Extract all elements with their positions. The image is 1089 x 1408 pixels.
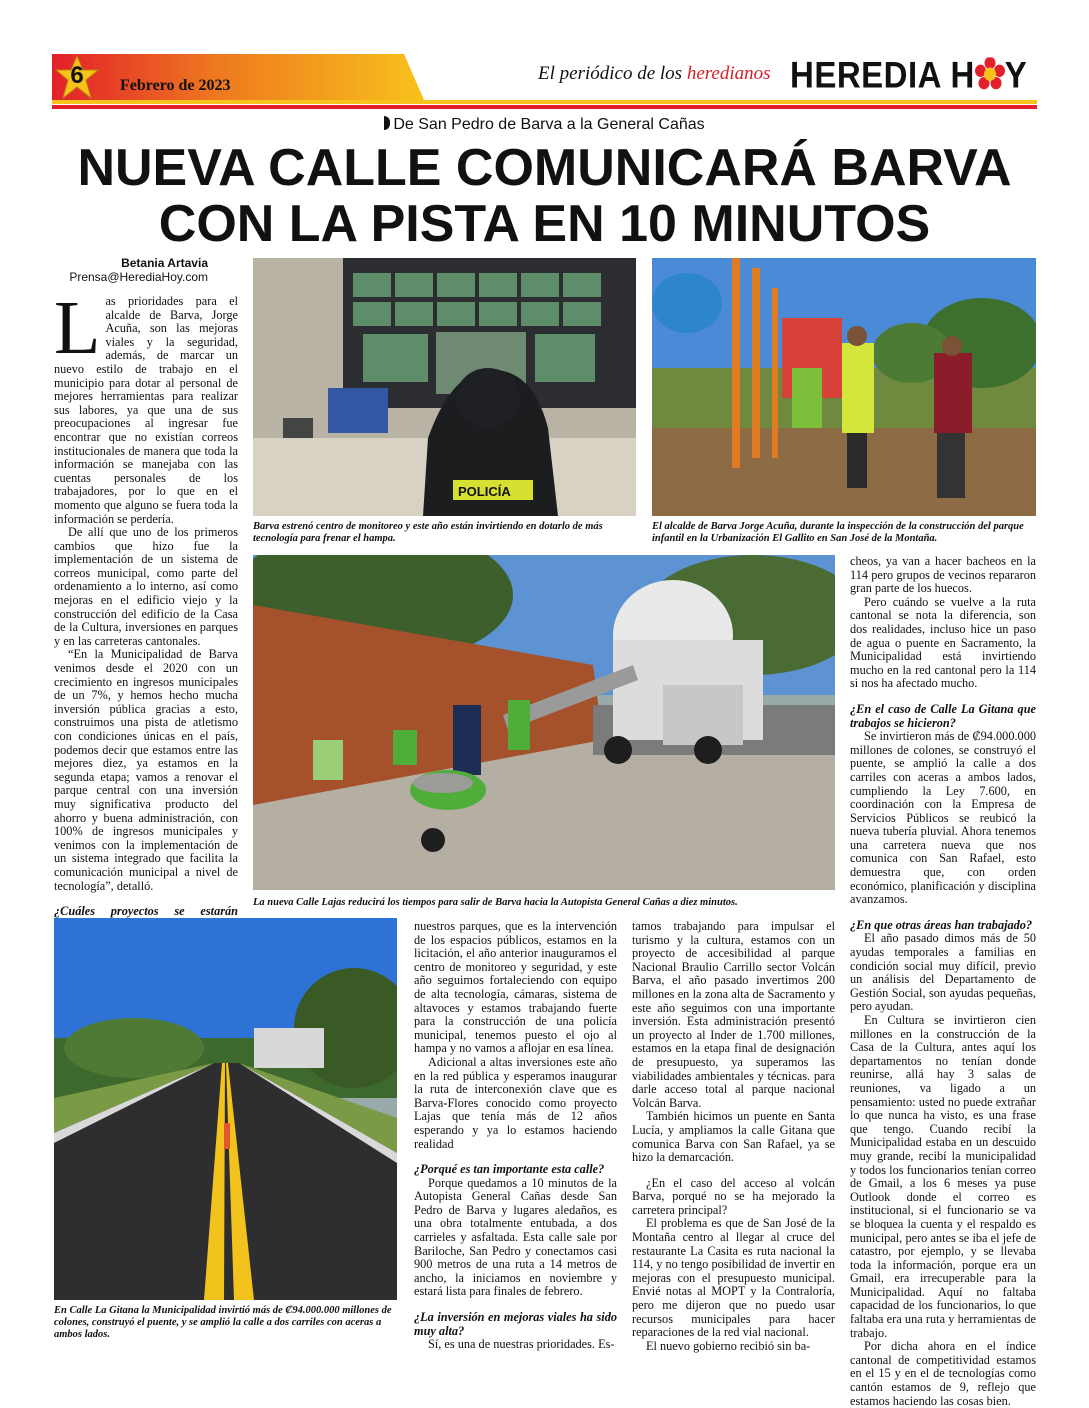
brand-main: HEREDIA H	[790, 54, 975, 96]
brand-end: Y	[1004, 54, 1028, 96]
paragraph: Adicional a altas inversiones este año en la red pública y esperamos inaugurar la ruta de interconexión clave que es Barva-Flores conocido como proyecto Lajas que tenía más de 12 años esperando y ya lo estamos haciendo realidad	[414, 1054, 617, 1151]
brand-logo	[790, 54, 1027, 97]
headline	[0, 140, 1089, 252]
photo-monitoring-center	[253, 258, 636, 516]
paragraph: De allí que uno de los primeros cambios que hizo fue la implementación de un sistema de correos municipal, como parte del ordenamiento a lo interno, así como mejoras en el edificio viejo y la construcción del edificio de la Casa de la Cultura, inversiones en parques y en las carreteras cantonales.	[54, 525, 238, 648]
caption-calle-lajas: La nueva Calle Lajas reducirá los tiempos para salir de Barva hacia la Autopista General Cañas a diez minutos.	[253, 897, 738, 908]
body-column-right	[850, 555, 1036, 1408]
paragraph: Porque quedamos a 10 minutos de la Autopista General Cañas desde San Pedro de Barva y lugares aledaños, es una obra totalmente entubada, a dos carrieles y asfaltada. Esta calle sale por Bariloche, San Pedro y conectamos casi 900 metros de una ruta a 14 metros de ancho, la iniciamos en noviembre y estará lista para finales de febrero.	[414, 1175, 617, 1299]
kicker	[0, 116, 1089, 134]
photo-calle-la-gitana	[54, 918, 397, 1300]
author-email: Prensa@HerediaHoy.com	[69, 270, 208, 284]
drop-cap: L	[54, 286, 101, 370]
photo-calle-lajas	[253, 555, 835, 890]
caption-park-inspection: El alcalde de Barva Jorge Acuña, durante la inspección de la construcción del parque infantil en la Urbanización El Gallito en San José de la Montaña.	[652, 521, 1024, 544]
page-number: 6	[70, 62, 84, 89]
interview-question: ¿En que otras áreas han trabajado?	[850, 917, 1033, 932]
body-column-1	[54, 286, 238, 987]
paragraph: ¿En el caso del acceso al volcán Barva, porqué no se ha mejorado la carretera principal?	[632, 1175, 835, 1217]
paragraph: Se invirtieron más de ₡94.000.000 millones de colones, se construyó el puente, se amplió la calle a dos carriles con aceras a ambos lados, cumpliendo la Ley 7.600, en coordinación con la Empresa de Servicios Públicos se reubicó la nueva tubería pluvial. Ahora tenemos una carretera nueva que nos comunica con San Rafael, esto demuestra que, con orden económico, planificación y disciplina avanzamos.	[850, 729, 1036, 907]
paragraph: El nuevo gobierno recibió sin ba-	[646, 1338, 811, 1353]
brand-flower-icon	[975, 58, 1005, 89]
interview-question: ¿Cuáles proyectos se estarán	[54, 904, 238, 919]
paragraph: “En la Municipalidad de Barva venimos desde el 2020 con un crecimiento en ingresos municipales de un 7%, y hemos hecho mucha inversión pública gracias a esto, construimos una pista de atletismo con condiciones únicas en el país, podemos decir que estamos entre las mejores diez, ya estamos en la segunda etapa; vamos a renovar el parque central con una inversión muy significativa producto del ahorro y buena administración, con 100% de ingresos municipales y venimos con la implementación de un sistema integrado que facilita la comunicación municipal a nivel de tecnología”, detalló.	[54, 647, 238, 893]
author-name: Betania Artavia	[121, 256, 208, 270]
photo-police-badge: POLICÍA	[458, 484, 511, 499]
paragraph: Por dicha ahora en el índice cantonal de competitividad estamos en el 15 y en el de tecnologías como cantón estamos de 9, reflejo que estamos haciendo las cosas bien.	[850, 1339, 1036, 1408]
paragraph: Sí, es una de nuestras prioridades. Es-	[428, 1337, 615, 1352]
paragraph: cheos, ya van a hacer bacheos en la 114 pero grupos de vecinos repararon gran parte de los huecos.	[850, 554, 1036, 596]
byline	[60, 256, 208, 284]
paragraph: tamos trabajando para impulsar el turismo y la cultura, estamos con un proyecto de accesibilidad al parque Nacional Braulio Carrillo sector Volcán Barva, el año pasado invertimos 200 millones en la zona alta de Sacramento y este año seguimos con una importante inversión. Esta administración presentó un proyecto al Inder de 1.700 millones, estamos en la etapa final de designación de presupuesto, ya superamos las viabilidades ambientales y técnicas. para darle acceso total al parque nacional Volcán Barva.	[632, 919, 835, 1110]
caption-calle-la-gitana: En Calle La Gitana la Municipalidad invirtió más de ₡94.000.000 millones de colones, construyó el puente, y se amplió la calle a dos carriles con aceras a ambos lados.	[54, 1305, 392, 1340]
page-header	[0, 0, 1089, 112]
paragraph: as prioridades para el alcalde de Barva, Jorge Acuña, son las mejoras viales y la seguridad, además, de marcar un nuevo estilo de trabajo en el municipio para dotar al personal de mejores herramientas para realizar sus labores, ya que una de sus preocupaciones al ingresar fue encontrar que no existían correos institucionales de manera que toda la información se manejaba con las cuentas personales de los trabajadores, por lo que en el momento que alguno se fuera toda la información se perdería.	[54, 294, 238, 526]
interview-question: ¿La inversión en mejoras viales ha sido muy alta?	[414, 1310, 617, 1338]
headline-line-2: CON LA PISTA EN 10 MINUTOS	[158, 195, 931, 253]
photo-park-inspection	[652, 258, 1036, 516]
tagline-emphasis: heredianos	[686, 63, 771, 84]
tagline	[538, 63, 771, 85]
paragraph: El problema es que de San José de la Montaña centro al llegar al cruce del restaurante La Casita es ruta nacional la 114, y no tengo posibilidad de invertir en mejoras con el presupuesto municipal. Envié notas al MOPT y la Contraloría, pero me dijeron que no puedo usar recursos municipales para hacer reparaciones de la red vial nacional.	[632, 1216, 835, 1340]
interview-question: ¿Porqué es tan importante esta calle?	[414, 1162, 605, 1177]
interview-question: ¿En el caso de Calle La Gitana que trabajos se hicieron?	[850, 701, 1036, 730]
kicker-marker-icon	[384, 116, 390, 130]
tagline-prefix: El periódico de los	[538, 63, 687, 84]
kicker-text: De San Pedro de Barva a la General Cañas	[393, 116, 705, 133]
paragraph: En Cultura se invirtieron cien millones en la construcción de la Casa de la Cultura, antes aquí los departamentos no tenían donde reunirse, allá hay 3 salas de reuniones, va ligado a un pensamiento: usted no puede extrañar lo que nunca ha visto, es una frase que tengo. Cuando recibí la Municipalidad estaba en un descuido muy grande, recibí la municipalidad y todos los funcionarios tenían correo de Gmail, a los 6 meses ya puse Outlook donde el correo es institucional, si el funcionario se va se bloquea la cuenta y el respaldo es municipal, pero antes se iba el jefe de catastro, por ejemplo, y se llevaba toda la información, porque era un Gmail, era irrecuperable para la Municipalidad. Aquí no faltaba capacidad de los funcionarios, lo que faltaba era una ruta y herramientas de trabajo.	[850, 1013, 1036, 1340]
caption-monitoring-center: Barva estrenó centro de monitoreo y este año están invirtiendo en dotarlo de más tecnología para frenar el hampa.	[253, 521, 603, 544]
paragraph: También hicimos un puente en Santa Lucía, y ampliamos la calle Gitana que comunica Barva con San Rafael, ya se hizo la demarcación.	[632, 1109, 835, 1165]
body-column-bottom-3	[632, 920, 835, 1353]
paragraph: Pero cuándo se vuelve a la ruta cantonal se nota la diferencia, son dos realidades, incluso hice un paso de agua o puente en Sacramento, la Municipalidad está invirtiendo mucho en la red cantonal pero la 114 si nos ha afectado mucho.	[850, 594, 1036, 691]
issue-date: Febrero de 2023	[120, 77, 231, 94]
paragraph: nuestros parques, que es la intervención de los espacios públicos, estamos en la licitación, el año anterior inauguramos el centro de monitoreo y seguridad, y este año seguimos fortaleciendo con equipo de alta tecnología, cámaras, sistema de altavoces y estamos trabajando fuerte para la construcción de una policía municipal, tenemos puesto el ojo al hampa y no vamos a aflojar en esa línea.	[414, 919, 617, 1056]
paragraph: El año pasado dimos más de 50 ayudas temporales a familias en condición social muy difícil, previo un análisis del Departamento de Gestión Social, son ayudas pequeñas, pero ayudan.	[850, 931, 1036, 1014]
body-column-bottom-2	[414, 920, 617, 1352]
headline-line-1: NUEVA CALLE COMUNICARÁ BARVA	[77, 139, 1012, 197]
